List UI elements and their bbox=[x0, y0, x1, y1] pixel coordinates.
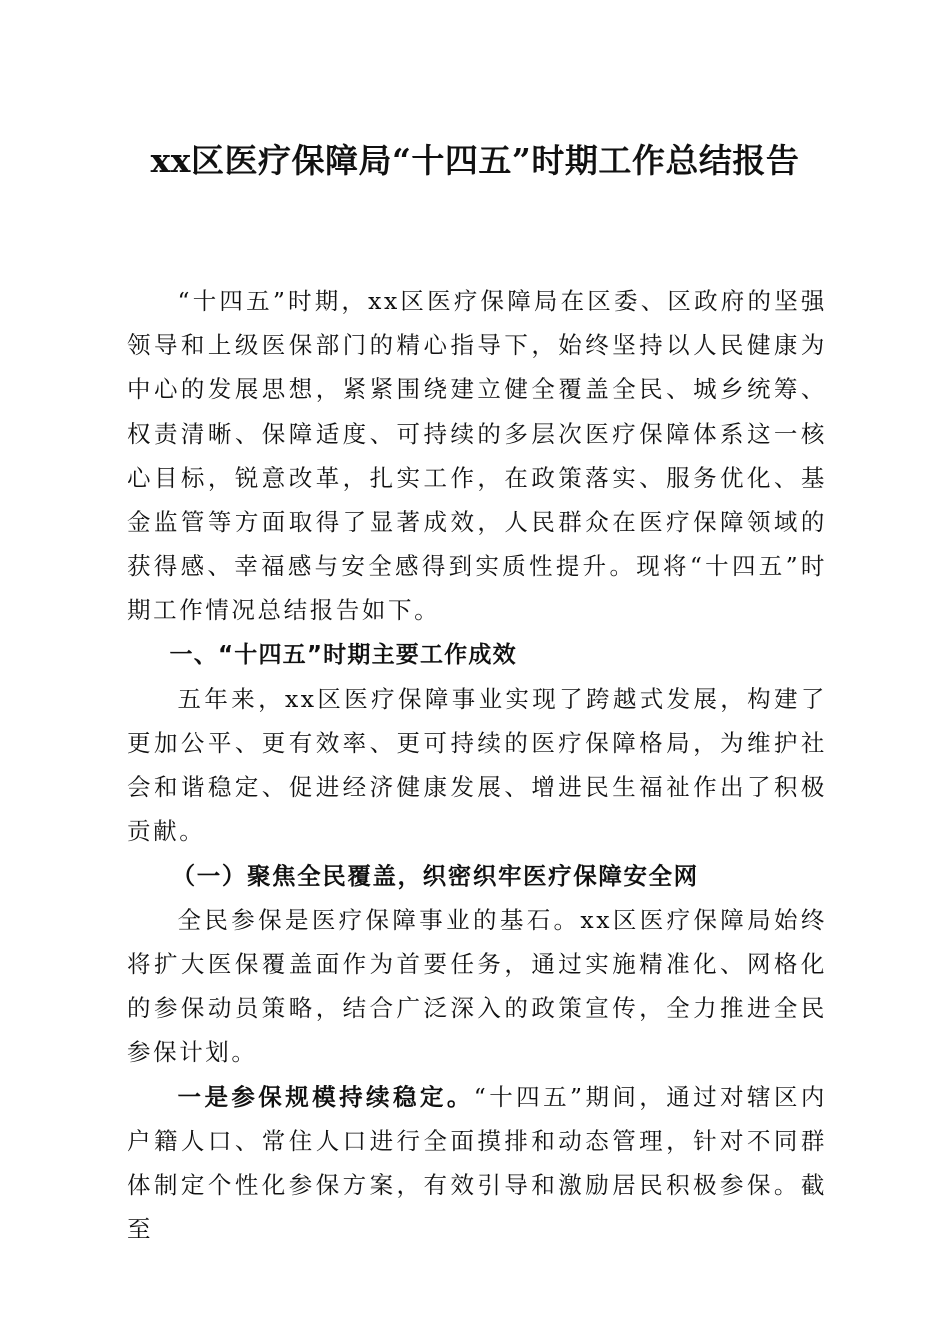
point-1-paragraph bbox=[127, 1075, 827, 1252]
document-body bbox=[127, 279, 827, 1251]
point-1-text: “十四五”期间，通过对辖区内户籍人口、常住人口进行全面摸排和动态管理，针对不同群体制定个性化参保方案，有效引导和激励居民积极参保。截至 bbox=[127, 1082, 827, 1244]
subsection-heading-1: （一）聚焦全民覆盖，织密织牢医疗保障安全网 bbox=[171, 861, 699, 890]
subsection-1-paragraph: 全民参保是医疗保障事业的基石。xx区医疗保障局始终将扩大医保覆盖面作为首要任务，通过实施精准化、网格化的参保动员策略，结合广泛深入的政策宣传，全力推进全民参保计划。 bbox=[127, 905, 827, 1067]
intro-paragraph: “十四五”时期，xx区医疗保障局在区委、区政府的坚强领导和上级医保部门的精心指导下，始终坚持以人民健康为中心的发展思想，紧紧围绕建立健全覆盖全民、城乡统筹、权责清晰、保障适度、可持续的多层次医疗保障体系这一核心目标，锐意改革，扎实工作，在政策落实、服务优化、基金监管等方面取得了显著成效，人民群众在医疗保障领域的获得感、幸福感与安全感得到实质性提升。现将“十四五”时期工作情况总结报告如下。 bbox=[127, 287, 827, 625]
section-1-paragraph: 五年来，xx区医疗保障事业实现了跨越式发展，构建了更加公平、更有效率、更可持续的医疗保障格局，为维护社会和谐稳定、促进经济健康发展、增进民生福祉作出了积极贡献。 bbox=[127, 684, 827, 846]
section-heading-1: 一、“十四五”时期主要工作成效 bbox=[169, 641, 517, 668]
point-1-lead: 一是参保规模持续稳定。 bbox=[177, 1082, 474, 1111]
document-title: xx区医疗保障局“十四五”时期工作总结报告 bbox=[150, 141, 800, 180]
